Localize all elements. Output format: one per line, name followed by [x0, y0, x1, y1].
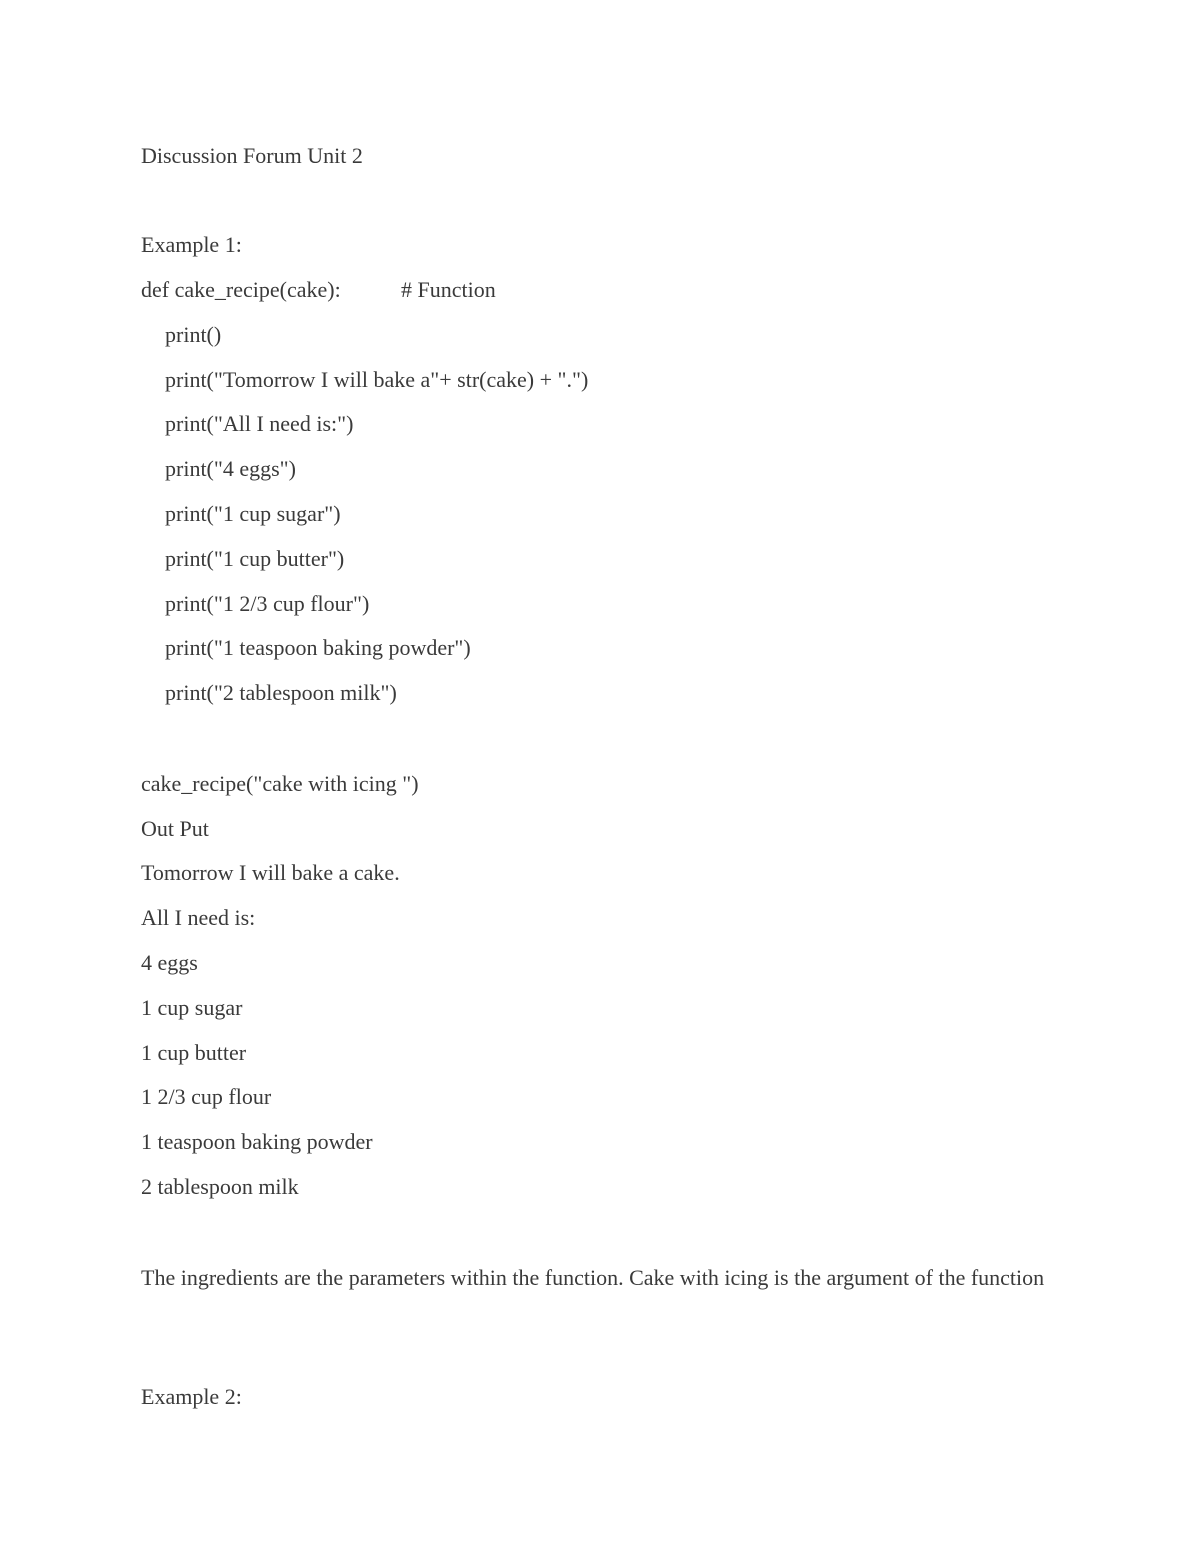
code-def-comment: # Function [401, 277, 496, 302]
output-line: All I need is: [141, 905, 256, 930]
code-def-line: def cake_recipe(cake): [141, 277, 341, 302]
code-line: print("1 teaspoon baking powder") [165, 635, 471, 660]
output-line: 1 cup butter [141, 1040, 247, 1065]
example-2-heading: Example 2: [141, 1384, 242, 1409]
example-1-heading: Example 1: [141, 232, 242, 257]
code-line: print("Tomorrow I will bake a"+ str(cake) + ".") [165, 367, 589, 392]
output-line: 1 2/3 cup flour [141, 1084, 272, 1109]
code-line: print("1 2/3 cup flour") [165, 591, 370, 616]
code-line: print("4 eggs") [165, 456, 296, 481]
output-line: 4 eggs [141, 950, 198, 975]
document-title: Discussion Forum Unit 2 [141, 143, 363, 168]
output-line: Tomorrow I will bake a cake. [141, 860, 400, 885]
output-line: 1 cup sugar [141, 995, 243, 1020]
code-line: print("1 cup butter") [165, 546, 345, 571]
explanation-paragraph: The ingredients are the parameters within the function. Cake with icing is the argument of the function [141, 1265, 1045, 1290]
output-line: 1 teaspoon baking powder [141, 1129, 373, 1154]
code-line: print() [165, 322, 222, 347]
code-line: print("2 tablespoon milk") [165, 680, 397, 705]
output-line: 2 tablespoon milk [141, 1174, 299, 1199]
code-line: print("1 cup sugar") [165, 501, 341, 526]
code-call-line: cake_recipe("cake with icing ") [141, 771, 419, 796]
code-line: print("All I need is:") [165, 411, 354, 436]
output-heading: Out Put [141, 816, 209, 841]
